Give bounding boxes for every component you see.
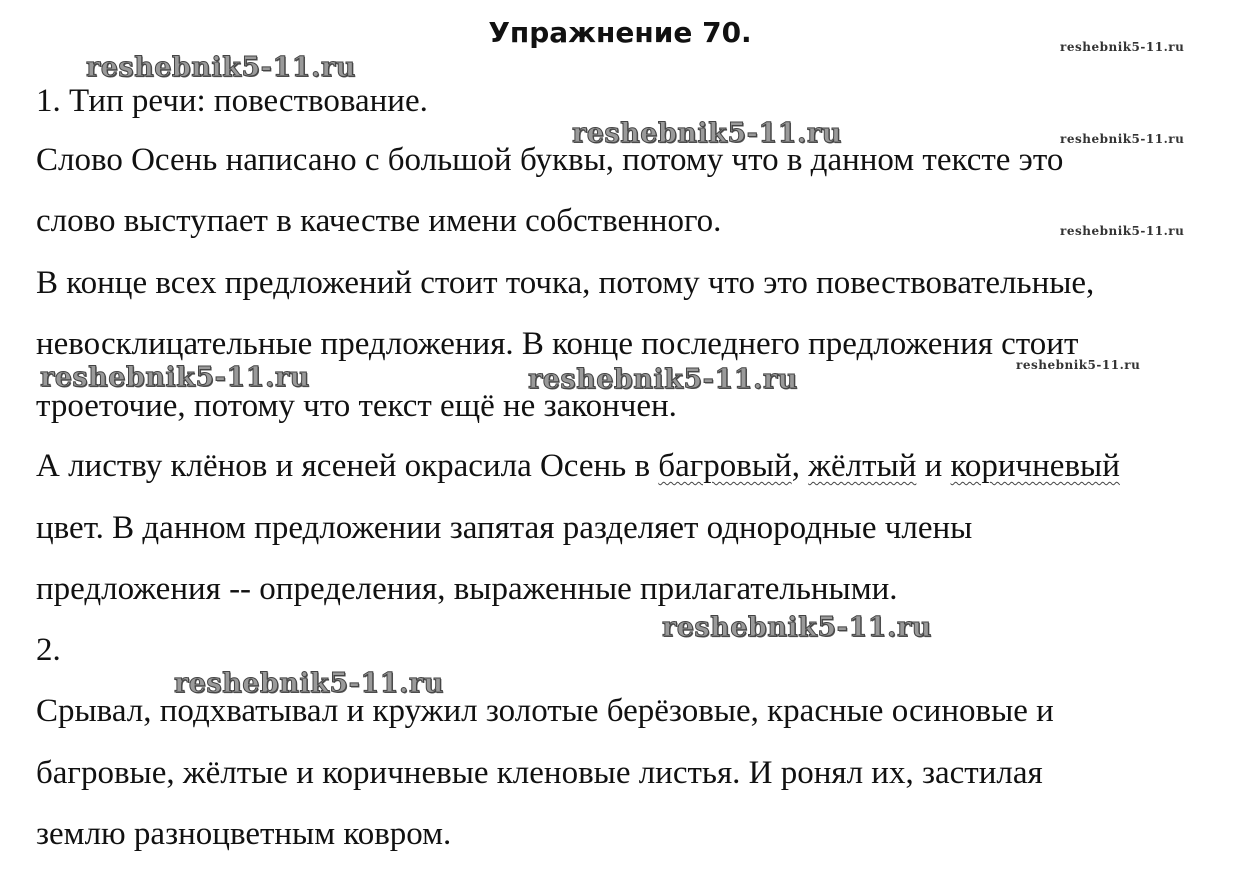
text-line-7-and: и (916, 448, 951, 484)
text-line-11: Срывал, подхватывал и кружил золотые берёзовые, красные осиновые и (36, 693, 1054, 729)
text-line-7-start: А листву клёнов и ясеней окрасила Осень в (36, 448, 659, 484)
text-line-5: невосклицательные предложения. В конце последнего предложения стоит (36, 326, 1079, 362)
text-line-9: предложения -- определения, выраженные прилагательными. (36, 571, 898, 607)
text-line-7 (36, 446, 1120, 486)
underlined-word-zheltyi: жёлтый (808, 448, 917, 484)
text-line-3: слово выступает в качестве имени собственного. (36, 203, 722, 239)
text-line-1: 1. Тип речи: повествование. (36, 83, 428, 119)
watermark: reshebnik5-11.ru (1060, 40, 1185, 54)
text-line-7-comma: , (791, 448, 809, 484)
watermark: reshebnik5-11.ru (40, 362, 310, 393)
text-line-2: Слово Осень написано с большой буквы, потому что в данном тексте это (36, 142, 1064, 178)
text-line-10: 2. (36, 632, 61, 668)
watermark: reshebnik5-11.ru (1060, 224, 1185, 238)
text-line-8: цвет. В данном предложении запятая разделяет однородные члены (36, 510, 973, 546)
underlined-word-bagrovyi: багровый (658, 448, 792, 484)
watermark: reshebnik5-11.ru (86, 52, 356, 83)
watermark: reshebnik5-11.ru (1060, 132, 1185, 146)
watermark: reshebnik5-11.ru (1016, 358, 1141, 372)
watermark: reshebnik5-11.ru (662, 612, 932, 643)
exercise-title: Упражнение 70. (488, 16, 752, 49)
text-line-13: землю разноцветным ковром. (36, 816, 452, 852)
underlined-word-korichnevyi: коричневый (950, 448, 1120, 484)
text-line-6: троеточие, потому что текст ещё не закончен. (36, 388, 677, 424)
watermark: reshebnik5-11.ru (572, 118, 842, 149)
watermark: reshebnik5-11.ru (174, 668, 444, 699)
watermark: reshebnik5-11.ru (528, 364, 798, 395)
text-line-12: багровые, жёлтые и коричневые кленовые листья. И ронял их, застилая (36, 755, 1043, 791)
text-line-4: В конце всех предложений стоит точка, потому что это повествовательные, (36, 265, 1095, 301)
